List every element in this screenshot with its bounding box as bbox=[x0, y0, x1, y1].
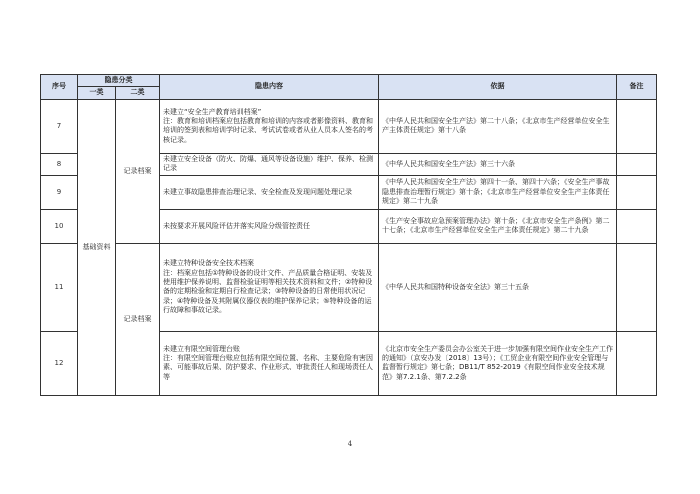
row-content bbox=[160, 153, 379, 175]
row-seq: 11 bbox=[41, 243, 78, 331]
header-content: 隐患内容 bbox=[160, 75, 379, 100]
header-basis: 依据 bbox=[379, 75, 617, 100]
row-remark bbox=[617, 175, 657, 209]
content-line: 未建立有限空间管理台账 bbox=[163, 344, 240, 353]
row-seq: 10 bbox=[41, 209, 78, 243]
row-basis: 《中华人民共和国特种设备安全法》第三十五条 bbox=[379, 243, 617, 331]
row-remark bbox=[617, 331, 657, 395]
content-note: 注：档案应包括 bbox=[163, 268, 212, 277]
content-item: ①特种设备的设计文件、产品质量合格证明、安装及使用维护保养说明、监督检验证明等相关技术资料和文件； bbox=[163, 268, 373, 286]
row-seq: 8 bbox=[41, 153, 78, 175]
row-seq: 9 bbox=[41, 175, 78, 209]
header-level1: 一类 bbox=[78, 87, 116, 99]
row-basis: 《生产安全事故应急预案管理办法》第十条；《北京市安全生产条例》第二十七条；《北京市生产经营单位安全生产主体责任规定》第二十九条 bbox=[379, 209, 617, 243]
content-line: 注：教育和培训档案应包括教育和培训的内容或者影像资料、教育和培训的签到表和培训学时记录、考试试卷或者从业人员本人签名的考核记录。 bbox=[163, 116, 373, 144]
row-basis: 《中华人民共和国安全生产法》第四十一条、第四十六条；《安全生产事故隐患排查治理暂行规定》第十条；《北京市生产经营单位安全生产主体责任规定》第二十九条 bbox=[379, 175, 617, 209]
header-category: 隐患分类 bbox=[78, 75, 160, 87]
category-level2: 记录档案 bbox=[116, 243, 160, 395]
category-level1: 基础资料 bbox=[78, 99, 116, 395]
row-basis: 《北京市安全生产委员会办公室关于进一步加强有限空间作业安全生产工作的通知》（京安办发〔2018〕13号）；《工贸企业有限空间作业安全管理与监督暂行规定》第七条；DB11/T 852-2019《有限空间作业安全技术规范》第7.2.1条、第7.2.2条 bbox=[379, 331, 617, 395]
header-remark: 备注 bbox=[617, 75, 657, 100]
content-item: ⑤特种设备的运行故障和事故记录。 bbox=[163, 296, 372, 315]
content-item: ④特种设备及其附属仪器仪表的维护保养记录； bbox=[177, 296, 324, 305]
row-seq: 7 bbox=[41, 99, 78, 153]
row-remark bbox=[617, 153, 657, 175]
row-basis: 《中华人民共和国安全生产法》第二十八条；《北京市生产经营单位安全生产主体责任规定》第十八条 bbox=[379, 99, 617, 153]
content-line: 未建立特种设备安全技术档案 bbox=[163, 259, 254, 268]
row-content bbox=[160, 99, 379, 153]
content-line: 未建立事故隐患排查治理记录、安全检查及发现问题处理记录 bbox=[163, 187, 352, 196]
header-level2: 二类 bbox=[116, 87, 160, 99]
row-remark bbox=[617, 209, 657, 243]
row-content bbox=[160, 209, 379, 243]
row-content bbox=[160, 243, 379, 331]
row-seq: 12 bbox=[41, 331, 78, 395]
category-level2: 记录档案 bbox=[116, 99, 160, 243]
content-line: 未建立“安全生产教育培训档案” bbox=[163, 107, 262, 116]
content-line bbox=[163, 269, 375, 316]
hazard-table bbox=[40, 74, 657, 396]
row-remark bbox=[617, 99, 657, 153]
content-line: 未按要求开展风险评估并落实风险分级管控责任 bbox=[163, 221, 310, 230]
content-line: 未建立安全设备（防火、防爆、通风等设备设施）维护、保养、检测记录 bbox=[163, 154, 373, 173]
page-number: 4 bbox=[347, 440, 353, 448]
header-seq: 序号 bbox=[41, 75, 78, 100]
content-item: ③特种设备的日常使用状况记录； bbox=[163, 287, 366, 305]
row-content bbox=[160, 331, 379, 395]
row-basis: 《中华人民共和国安全生产法》第三十六条 bbox=[379, 153, 617, 175]
table-row bbox=[41, 99, 657, 153]
row-content bbox=[160, 175, 379, 209]
content-line: 注：有限空间管理台账应包括有限空间位置、名称、主要危险有害因素、可能事故后果、防护要求、作业形式、审批责任人和现场责任人等 bbox=[163, 353, 373, 381]
content-item: ②特种设备的定期检验和定期自行检查记录； bbox=[163, 277, 373, 296]
table-row bbox=[41, 243, 657, 331]
row-remark bbox=[617, 243, 657, 331]
